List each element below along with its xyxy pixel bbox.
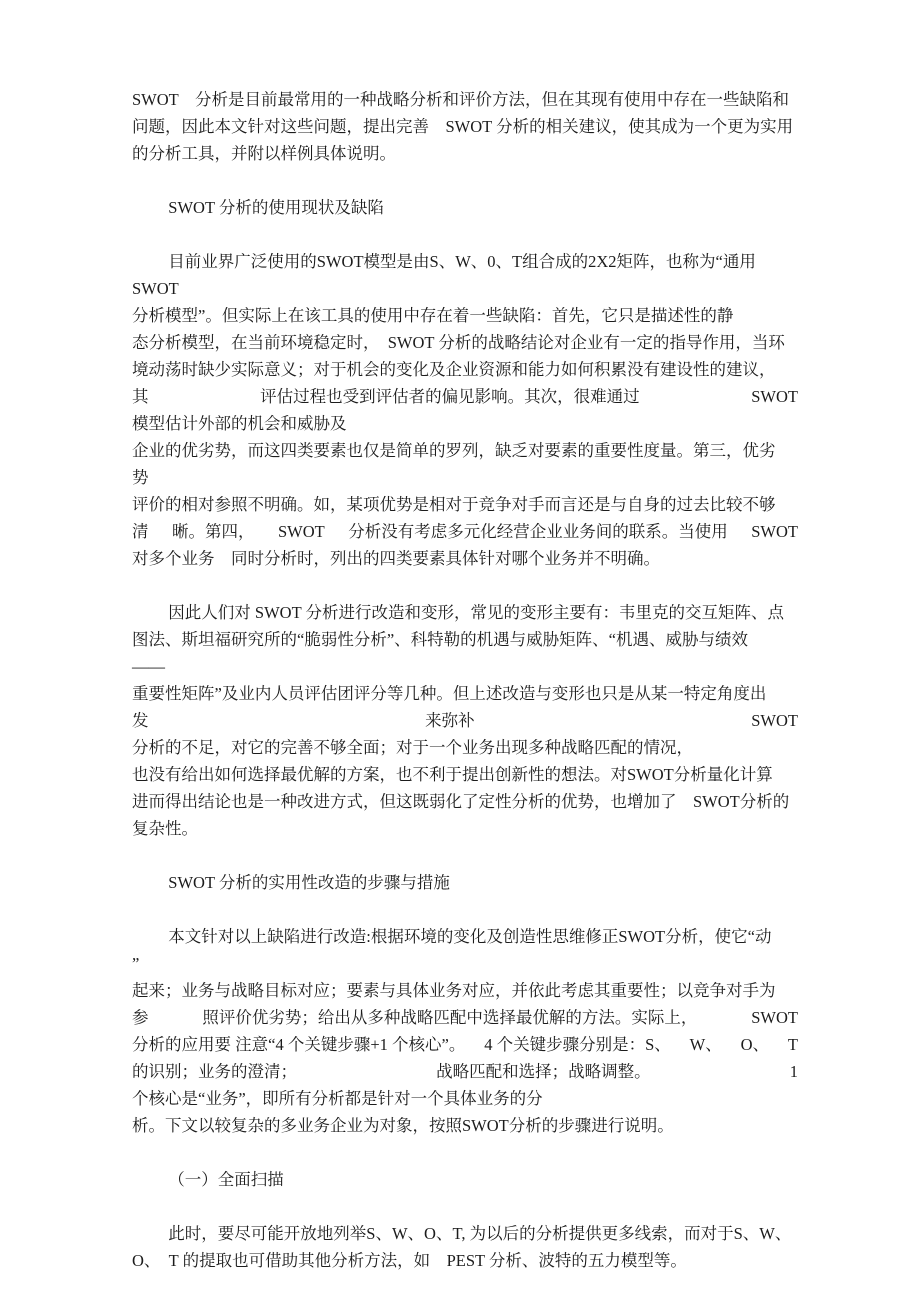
paragraph: [132, 1220, 798, 1274]
text-segment: SWOT: [751, 1008, 798, 1027]
text-line: 势: [132, 468, 149, 487]
text-segment: O、: [740, 1035, 770, 1054]
justified-text-line: [132, 1004, 798, 1031]
text-segment: 分析的应用要 注意“4 个关键步骤+1 个核心”。: [132, 1035, 466, 1054]
text-segment: 战略匹配和选择；战略调整。: [436, 1062, 651, 1081]
text-line: （一）全面扫描: [168, 1170, 284, 1189]
justified-text-line: [132, 1031, 798, 1058]
text-line: 分析模型”。但实际上在该工具的使用中存在着一些缺陷：首先，它只是描述性的静: [132, 306, 734, 325]
text-segment: 发: [132, 711, 149, 730]
text-line: ——: [132, 657, 165, 676]
section-heading: [132, 1166, 798, 1193]
text-line: 评价的相对参照不明确。如，某项优势是相对于竞争对手而言还是与自身的过去比较不够: [132, 495, 776, 514]
section-heading: [132, 194, 798, 221]
text-line: 模型估计外部的机会和威胁及: [132, 414, 347, 433]
text-line: 起来；业务与战略目标对应；要素与具体业务对应，并依此考虑其重要性；以竞争对手为: [132, 981, 776, 1000]
text-line: 境动荡时缺少实际意义；对于机会的变化及企业资源和能力如何积累没有建设性的建议，: [132, 360, 776, 379]
text-line: 企业的优劣势，而这四类要素也仅是简单的罗列，缺乏对要素的重要性度量。第三，优劣: [132, 441, 776, 460]
section-heading: [132, 869, 798, 896]
text-line: 图法、斯坦福研究所的“脆弱性分析”、科特勒的机遇与威胁矩阵、“机遇、威胁与绩效: [132, 630, 748, 649]
text-line: SWOT: [132, 279, 179, 298]
text-segment: 1: [789, 1062, 798, 1081]
text-segment: 4 个关键步骤分别是：S、: [484, 1035, 671, 1054]
text-segment: T: [787, 1035, 798, 1054]
text-line: 问题，因此本文针对这些问题，提出完善 SWOT 分析的相关建议，使其成为一个更为实用: [132, 117, 794, 136]
text-segment: SWOT: [751, 522, 798, 541]
text-segment: 分析没有考虑多元化经营企业业务间的联系。当使用: [348, 522, 728, 541]
text-segment: 的识别；业务的澄清；: [132, 1062, 297, 1081]
text-line: 此时，要尽可能开放地列举S、W、O、T, 为以后的分析提供更多线索，而对于S、W、: [168, 1224, 792, 1243]
paragraph: [132, 923, 798, 1139]
paragraph: [132, 86, 798, 167]
text-segment: SWOT: [751, 387, 798, 406]
paragraph: [132, 248, 798, 572]
text-line: 个核心是“业务”，即所有分析都是针对一个具体业务的分: [132, 1089, 543, 1108]
text-segment: 来弥补: [425, 711, 475, 730]
text-line: 复杂性。: [132, 819, 198, 838]
text-line: 本文针对以上缺陷进行改造:根据环境的变化及创造性思维修正SWOT分析，使它“动: [168, 927, 772, 946]
text-line: SWOT 分析是目前最常用的一种战略分析和评价方法，但在其现有使用中存在一些缺陷和: [132, 90, 789, 109]
text-line: 因此人们对 SWOT 分析进行改造和变形，常见的变形主要有：韦里克的交互矩阵、点: [168, 603, 784, 622]
text-line: 也没有给出如何选择最优解的方案，也不利于提出创新性的想法。对SWOT分析量化计算: [132, 765, 773, 784]
text-line: SWOT 分析的使用现状及缺陷: [168, 198, 384, 217]
justified-text-line: [132, 1058, 798, 1085]
text-line: 析。下文以较复杂的多业务企业为对象，按照SWOT分析的步骤进行说明。: [132, 1116, 674, 1135]
text-line: 的分析工具，并附以样例具体说明。: [132, 144, 396, 163]
text-segment: 其: [132, 387, 149, 406]
text-line: 重要性矩阵”及业内人员评估团评分等几种。但上述改造与变形也只是从某一特定角度出: [132, 684, 767, 703]
text-segment: 照评价优劣势；给出从多种战略匹配中选择最优解的方法。实际上，: [202, 1008, 698, 1027]
text-segment: 评估过程也受到评估者的偏见影响。其次，很难通过: [260, 387, 640, 406]
text-line: 对多个业务 同时分析时，列出的四类要素具体针对哪个业务并不明确。: [132, 549, 660, 568]
justified-text-line: [132, 707, 798, 734]
justified-text-line: [132, 518, 798, 545]
text-segment: W、: [689, 1035, 722, 1054]
text-segment: 晰。第四，: [172, 522, 255, 541]
text-line: SWOT 分析的实用性改造的步骤与措施: [168, 873, 450, 892]
text-line: 分析的不足，对它的完善不够全面；对于一个业务出现多种战略匹配的情况，: [132, 738, 693, 757]
text-segment: SWOT: [278, 522, 325, 541]
text-line: ”: [132, 954, 140, 973]
text-segment: 清: [132, 522, 149, 541]
text-segment: 参: [132, 1008, 149, 1027]
text-segment: SWOT: [751, 711, 798, 730]
document-body: [132, 86, 798, 1274]
paragraph: [132, 599, 798, 842]
text-line: 目前业界广泛使用的SWOT模型是由S、W、0、T组合成的2X2矩阵，也称为“通用: [168, 252, 756, 271]
justified-text-line: [132, 383, 798, 410]
text-line: 态分析模型，在当前环境稳定时， SWOT 分析的战略结论对企业有一定的指导作用，当环: [132, 333, 785, 352]
text-line: O、 T 的提取也可借助其他分析方法，如 PEST 分析、波特的五力模型等。: [132, 1251, 687, 1270]
text-line: 进而得出结论也是一种改进方式，但这既弱化了定性分析的优势，也增加了 SWOT分析的: [132, 792, 790, 811]
